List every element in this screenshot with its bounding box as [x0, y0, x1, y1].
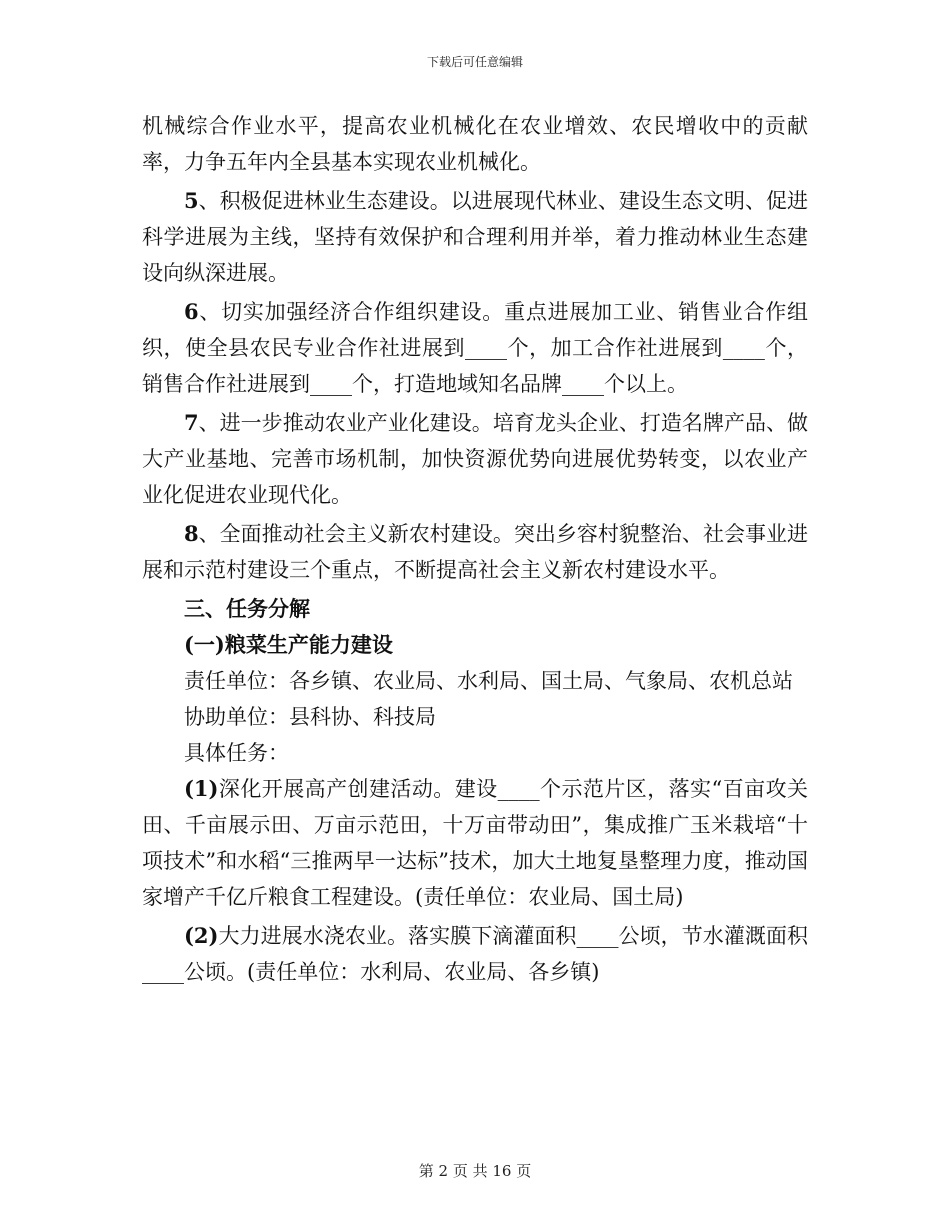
paragraph-item-6 [142, 294, 808, 402]
responsible-units: 责任单位：各乡镇、农业局、水利局、国土局、气象局、农机总站 [184, 669, 793, 693]
task-item-2 [142, 918, 808, 990]
paragraph-item-8 [142, 516, 808, 588]
item-number: 8 [184, 521, 199, 546]
paragraph-text: 、积极促进林业生态建设。以进展现代林业、建设生态文明、促进科学进展为主线，坚持有效保护和合理利用并举，着力推动林业生态建设向纵深进展。 [142, 189, 808, 285]
item-number: 5 [184, 188, 199, 213]
specific-tasks-label: 具体任务： [184, 741, 289, 765]
paragraph-text: 大力进展水浇农业。落实膜下滴灌面积____公顷，节水灌溉面积____公顷。(责任单位：水利局、农业局、各乡镇) [142, 924, 808, 984]
subsection-heading: (一)粮菜生产能力建设 [184, 632, 393, 657]
paragraph-text: 、全面推动社会主义新农村建设。突出乡容村貌整治、社会事业进展和示范村建设三个重点，不断提高社会主义新农村建设水平。 [142, 522, 808, 582]
item-number: (1) [184, 776, 219, 801]
paragraph-text: 深化开展高产创建活动。建设____个示范片区，落实“百亩攻关田、千亩展示田、万亩示范田，十万亩带动田”，集成推广玉米栽培“十项技术”和水稻“三推两早一达标”技术，加大土地复垦整理力度，推动国家增产千亿斤粮食工程建设。(责任单位：农业局、国土局) [142, 777, 808, 909]
section-heading: 三、任务分解 [184, 596, 310, 621]
page-footer: 第 2 页 共 16 页 [418, 1162, 532, 1180]
item-number: 6 [184, 299, 199, 324]
paragraph-continuation: 机械综合作业水平，提高农业机械化在农业增效、农民增收中的贡献率，力争五年内全县基本实现农业机械化。 [142, 114, 808, 174]
document-body [142, 108, 808, 990]
task-item-1 [142, 771, 808, 915]
item-number: 7 [184, 410, 199, 435]
page-header: 下载后可任意编辑 [426, 55, 523, 69]
item-number: (2) [184, 923, 219, 948]
paragraph-item-7 [142, 405, 808, 513]
assisting-units: 协助单位：县科协、科技局 [184, 705, 436, 729]
paragraph-text: 、切实加强经济合作组织建设。重点进展加工业、销售业合作组织，使全县农民专业合作社进展到____个，加工合作社进展到____个，销售合作社进展到____个，打造地域知名品牌____个以上。 [142, 300, 808, 396]
paragraph-text: 、进一步推动农业产业化建设。培育龙头企业、打造名牌产品、做大产业基地、完善市场机制，加快资源优势向进展优势转变，以农业产业化促进农业现代化。 [142, 411, 808, 507]
paragraph-item-5 [142, 183, 808, 291]
